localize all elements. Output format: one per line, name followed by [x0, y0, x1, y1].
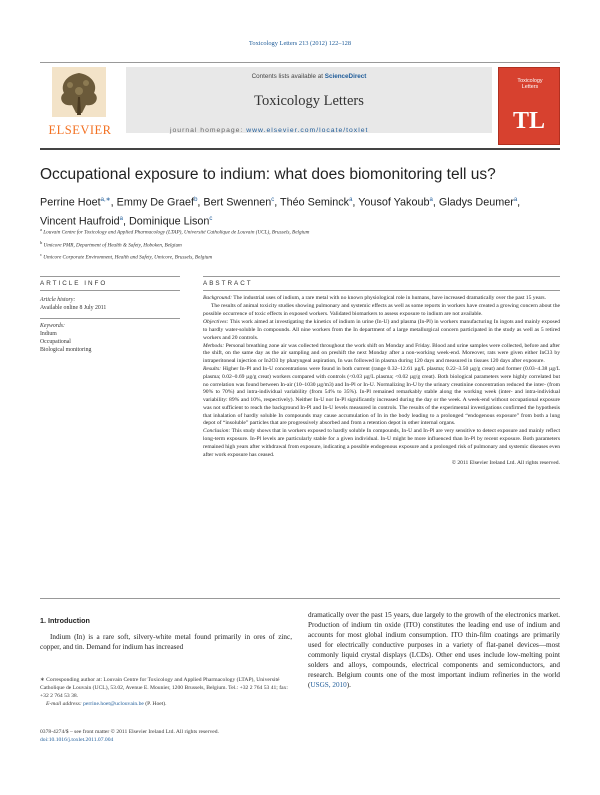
abstract-paragraph-text: The industrial uses of indium, a rare metal with no known physiological role in humans, have increased dramatically over the past 15 years.: [232, 295, 546, 301]
abstract-paragraph: [203, 303, 560, 318]
authors-line-1: [40, 192, 560, 211]
sciencedirect-link[interactable]: ScienceDirect: [324, 73, 367, 80]
journal-citation[interactable]: Toxicology Letters 213 (2012) 122–128: [248, 40, 352, 47]
intro-right-end: ).: [346, 681, 351, 689]
keyword-item: Biological monitoring: [40, 347, 92, 353]
keyword-item: Occupational: [40, 339, 71, 345]
affiliation-marker: a: [40, 227, 42, 232]
cover-title: [499, 78, 561, 91]
author-affiliation-marker[interactable]: a: [119, 215, 123, 222]
abstract-paragraph-text: The results of animal toxicity studies showing pulmonary and systemic effects as well as some reports in workers have created a growing concern about the possible occurrence of toxic effects in exposed workers. Validated biomarkers to assess exposure to indium are not available.: [203, 303, 560, 317]
author-name[interactable]: Bert Swennen: [203, 196, 272, 209]
cover-title-line-1: Toxicology: [517, 78, 543, 84]
elsevier-tree-icon: [52, 67, 106, 117]
affiliation-marker: b: [40, 239, 43, 245]
reference-link-usgs[interactable]: USGS, 2010: [310, 681, 347, 689]
affiliation-list: [40, 225, 560, 263]
author-affiliation-marker[interactable]: a,∗: [100, 197, 111, 203]
homepage-prefix: journal homepage:: [170, 127, 244, 134]
abstract-paragraph: [203, 343, 560, 366]
elsevier-logo[interactable]: [40, 65, 120, 139]
author-name[interactable]: Perrine Hoet: [40, 196, 101, 209]
cover-title-line-2: Letters: [521, 84, 539, 91]
affiliation-text: Louvain Centre for Toxicology and Applied Pharmacology (LTAP), Université Catholique de Louvain (UCL), Brussels, Belgium: [42, 229, 310, 236]
divider: [203, 276, 560, 277]
divider: [40, 598, 560, 599]
author-separator: ,: [432, 196, 439, 209]
author-affiliation-marker[interactable]: c: [271, 197, 275, 203]
author-affiliation-marker[interactable]: b: [194, 197, 198, 203]
abstract-paragraph-text: Personal breathing zone air was collected throughout the work shift on Monday and Friday. Blood and urine samples were collected, before and after the shift, on the same day as the air sampling and on preshift the next Monday after a non-working week-end. Moreover, rats were given either InCl3 by intraperitoneal injection or In2O3 by pharyngeal aspiration, In was followed in plasma during 120 days and measured in tissues 120 days after exposure.: [203, 342, 560, 365]
footnote-text: ∗ Corresponding author at: Louvain Centre for Toxicology and Applied Pharmacology (LTAP), Université Catholique de Louvain (UCL), 53.02, Avenue E. Mounier, 1200 Brussels, Belgium. Tel.: +32 2 764 53 41; fax: +32 2 764 53 38.: [40, 677, 288, 699]
abstract-section-label: Background:: [203, 295, 232, 301]
author-name[interactable]: Vincent Haufroid: [40, 215, 120, 228]
introduction-left-column: Indium (In) is a rare soft, silvery-white metal found primarily in ores of zinc, copper, and tin. Demand for indium has increased: [40, 633, 292, 651]
article-info-heading: ARTICLE INFO: [40, 280, 108, 287]
corresponding-author-footnote: [40, 676, 292, 708]
author-separator: ,: [352, 196, 359, 209]
abstract-paragraph: [203, 428, 560, 459]
email-suffix: (P. Hoet).: [143, 701, 167, 707]
email-label: E-mail address:: [46, 701, 82, 707]
contents-prefix: Contents lists available at: [251, 73, 323, 80]
abstract-heading: ABSTRACT: [203, 280, 253, 287]
divider: [40, 290, 180, 291]
author-name[interactable]: Gladys Deumer: [438, 196, 514, 209]
intro-right-text: dramatically over the past 15 years, due largely to the growth of the electronics market. Production of indium tin oxide (ITO) constitutes the leading end use of indium and accounts for most global indium consumption. ITO thin-film coatings are primarily used for electrically conductive purposes in a variety of flat-panel devices—most commonly liquid crystal displays (LCDs). Other end uses include low-melting point solders and alloys, compounds, electrical components and semiconductors, and research. Belgium counts one of the most important indium refineries in the world (: [308, 611, 560, 689]
divider: [40, 318, 180, 319]
introduction-heading: 1. Introduction: [40, 616, 90, 625]
bottom-matter: [40, 728, 292, 744]
author-separator: ,: [110, 196, 117, 209]
affiliation-item: [40, 250, 560, 263]
divider: [40, 276, 180, 277]
abstract-body: [203, 295, 560, 468]
issn-line: 0378-4274/$ – see front matter © 2011 Elsevier Ireland Ltd. All rights reserved.: [40, 729, 219, 735]
abstract-paragraph-text: This study shows that in workers exposed to hardly soluble In compounds, In-U and In-Pl are very sensitive to detect exposure and mainly reflect long-term exposure. In-Pl levels are particularly stable for a given individual. In-U might be more influenced than In-Pl by recent exposure. Both parameters remained high years after withdrawal from exposure, indicating a possible endogenous exposure and a prolonged risk of pulmonary and systemic diseases even after work exposure has ceased.: [203, 428, 560, 458]
abstract-paragraph: [203, 319, 560, 342]
keywords: [40, 322, 180, 354]
journal-name[interactable]: Toxicology Letters: [254, 93, 364, 109]
author-name[interactable]: Théo Seminck: [280, 196, 350, 209]
copyright-notice: © 2011 Elsevier Ireland Ltd. All rights reserved.: [451, 459, 560, 466]
abstract-paragraphs: [203, 295, 560, 459]
article-history: [40, 296, 180, 312]
contents-line: [126, 73, 492, 80]
journal-homepage: [170, 127, 368, 134]
author-name[interactable]: Yousof Yakoub: [358, 196, 430, 209]
article-title: Occupational exposure to indium: what does biomonitoring tell us?: [40, 166, 496, 183]
abstract-paragraph-text: This work aimed at investigating the kinetics of indium in urine (In-U) and plasma (In-Pl) in workers manufacturing In ingots and mainly exposed to hardly water-soluble In compounds. All nine workers from the In department of a large metallurgical concern participated in the study as well as 5 retired workers and 20 controls.: [203, 319, 560, 341]
abstract-section-label: Results:: [203, 366, 222, 373]
keywords-label: Keywords:: [40, 323, 65, 329]
journal-title-box: [126, 67, 492, 133]
affiliation-text: Umicore PMR, Department of Health & Safety, Hoboken, Belgium: [42, 242, 182, 249]
history-label: Article history:: [40, 297, 76, 303]
abstract-paragraph: [203, 366, 560, 428]
author-affiliation-marker[interactable]: c: [209, 215, 213, 222]
author-name[interactable]: Emmy De Graef: [116, 196, 195, 209]
author-affiliation-marker[interactable]: a: [429, 197, 433, 203]
keyword-item: Indium: [40, 331, 57, 337]
author-separator: ,: [197, 196, 204, 209]
cover-mark: TL: [513, 108, 546, 134]
divider: [203, 290, 560, 291]
homepage-link[interactable]: www.elsevier.com/locate/toxlet: [246, 127, 369, 134]
author-separator: ,: [517, 196, 521, 209]
abstract-section-label: Objectives:: [203, 319, 229, 326]
author-separator: ,: [274, 196, 281, 209]
author-affiliation-marker[interactable]: a: [513, 197, 518, 203]
affiliation-text: Umicore Corporate Environment, Health and Safety, Umicore, Brussels, Belgium: [42, 255, 213, 262]
author-name[interactable]: Dominique Lison: [128, 215, 210, 228]
author-separator: ,: [122, 215, 129, 228]
abstract-section-label: Conclusion:: [203, 428, 231, 435]
affiliation-marker: c: [40, 252, 42, 258]
publisher-name: ELSEVIER: [48, 123, 112, 137]
affiliation-item: [40, 225, 560, 238]
introduction-right-column: [308, 610, 560, 690]
author-affiliation-marker[interactable]: a: [349, 197, 353, 203]
journal-masthead: [40, 62, 560, 150]
affiliation-item: [40, 238, 560, 251]
email-link[interactable]: perrine.hoet@uclouvain.be: [83, 701, 144, 707]
abstract-paragraph: [203, 295, 560, 303]
abstract-paragraph-text: Higher In-Pl and In-U concentrations were found in both current (range 0.32–12.61 µg/L plasma; 0.22–3.50 µg/g creat) and former (0.03–4.38 µg/L plasma; 0.02–0.69 µg/g creat) workers compared with controls (<0.03 µg/L plasma; <0.02 µg/g creat). Both biological parameters were highly correlated but no correlation was found between In-air (10–1030 µg/m3) and In-Pl or In-U. Normalizing In-U by the urinary creatinine concentration reduced the inter- (from 90% to 70%) and intra-individual variability (from 54% to 35%). In-Pl remained remarkably stable along the working week (inter- and intra-individual variability: 89% and 10%, respectively). Neither In-U nor In-Pl significantly increased during the day or the week. A week-end without occupational exposure was not sufficient to reach the background In-Pl and In-U levels measured in controls. The results of the experimental investigations confirmed the hypothesis that inhalation of hardly soluble In compounds may cause accumulation of In in the body leading to a prolonged “endogenous exposure” from both a lung depot of “insoluble” particles that are progressively absorbed and from a retention depot in other internal organs.: [203, 366, 560, 427]
author-list: [40, 192, 560, 229]
journal-cover-thumbnail[interactable]: [498, 67, 560, 145]
abstract-section-label: Methods:: [203, 342, 225, 349]
doi-link[interactable]: doi:10.1016/j.toxlet.2011.07.004: [40, 737, 114, 743]
history-value: Available online 8 July 2011: [40, 305, 107, 311]
